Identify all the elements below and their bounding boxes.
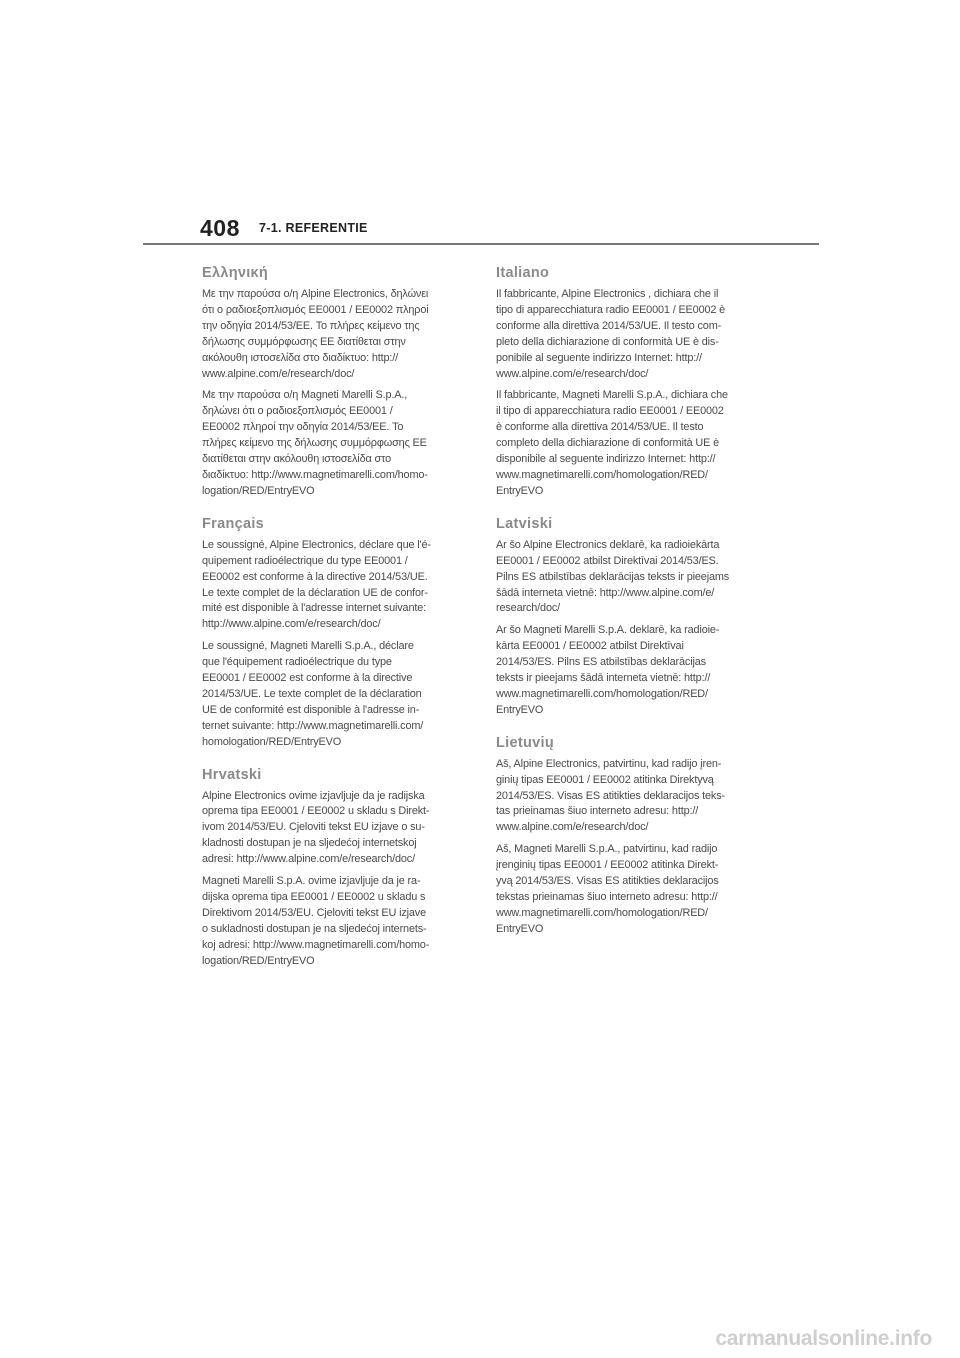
left-column <box>202 265 458 986</box>
header-divider <box>143 243 819 245</box>
page-header <box>0 0 960 250</box>
section-heading: Français <box>202 515 265 532</box>
watermark-text: carmanualsonline.info <box>715 1327 932 1350</box>
paragraph: Aš, Magneti Marelli S.p.A., patvirtinu, kad radijo įrenginių tipas EE0001 / EE0002 atitinka Direkt- yvą 2014/53/ES. Visas ES atitikties deklaracijos tekstas prieinamas šiuo interneto adresu: http:// www.magnetimarelli.com/homologation/RED/ EntryEVO <box>496 843 719 935</box>
section-latvian <box>496 516 752 719</box>
section-heading: Latviski <box>496 515 553 532</box>
paragraph: Ar šo Alpine Electronics deklarē, ka radioiekārta EE0001 / EE0002 atbilst Direktīvai 2014/53/ES. Pilns ES atbilstības deklarācijas teksts ir pieejams šādā interneta vietnē: http://www.alpine.com/e/ research/doc/ <box>496 538 730 615</box>
section-heading: Italiano <box>496 265 550 281</box>
paragraph: Le soussigné, Magneti Marelli S.p.A., déclare que l'équipement radioélectrique du type EE0001 / EE0002 est conforme à la directive 2014/53/UE. Le texte complet de la déclaration UE de conformité est disponible à l'adresse in- ternet suivante: http://www.magnetimarelli.com/ homologation/RED/EntryEVO <box>202 640 424 748</box>
paragraph: Ar šo Magneti Marelli S.p.A. deklarē, ka radioie- kārta EE0001 / EE0002 atbilst Direktīvai 2014/53/ES. Pilns ES atbilstības deklarācijas teksts ir pieejams šādā interneta vietnē: http:// www.magnetimarelli.com/homologation/RED/ EntryEVO <box>496 624 720 716</box>
right-column <box>496 265 752 954</box>
section-heading: Hrvatski <box>202 766 262 783</box>
section-croatian <box>202 767 458 970</box>
page-number: 408 <box>200 215 240 241</box>
paragraph: Il fabbricante, Alpine Electronics , dichiara che il tipo di apparecchiatura radio EE0001 / EE0002 è conforme alla direttiva 2014/53/UE. Il testo com- pleto della dichiarazione di conformità UE è dis- ponibile al seguente indirizzo Internet: http:// www.alpine.com/e/research/doc/ <box>496 288 726 380</box>
section-french <box>202 516 458 751</box>
paragraph: Magneti Marelli S.p.A. ovime izjavljuje da je ra- dijska oprema tipa EE0001 / EE0002 u skladu s Direktivom 2014/53/EU. Cjeloviti tekst EU izjave o sukladnosti dostupan je na sljedećoj internets- koj adresi: http://www.magnetimarelli.com/homo- logation/RED/EntryEVO <box>202 875 430 967</box>
paragraph: Με την παρούσα ο/η Alpine Electronics, δηλώνει ότι ο ραδιοεξοπλισμός EE0001 / EE0002 πληροί την οδηγία 2014/53/EE. Το πλήρες κείμενο της δήλωσης συμμόρφωσης ΕΕ διατίθεται στην ακόλουθη ιστοσελίδα στο διαδίκτυο: http:// www.alpine.com/e/research/doc/ <box>202 288 429 380</box>
section-italian <box>496 265 752 500</box>
section-heading: Ελληνική <box>202 265 269 281</box>
section-greek <box>202 265 458 500</box>
paragraph: Le soussigné, Alpine Electronics, déclare que l'é- quipement radioélectrique du type EE0001 / EE0002 est conforme à la directive 2014/53/UE. Le texte complet de la déclaration UE de confor- mité est disponible à l'adresse internet suivante: http://www.alpine.com/e/research/doc/ <box>202 538 431 631</box>
section-lithuanian <box>496 735 752 938</box>
chapter-title: 7-1. REFERENTIE <box>259 221 368 235</box>
paragraph: Με την παρούσα ο/η Magneti Marelli S.p.A., δηλώνει ότι ο ραδιοεξοπλισμός EE0001 / EE0002 πληροί την οδηγία 2014/53/EE. Το πλήρες κείμενο της δήλωσης συμμόρφωσης ΕΕ διατίθεται στην ακόλουθη ιστοσελίδα στο διαδίκτυο: http://www.magnetimarelli.com/homo- logation/RED/EntryEVO <box>202 389 428 497</box>
paragraph: Aš, Alpine Electronics, patvirtinu, kad radijo įren- ginių tipas EE0001 / EE0002 atitinka Direktyvą 2014/53/ES. Visas ES atitikties deklaracijos teks- tas prieinamas šiuo interneto adresu: http:// www.alpine.com/e/research/doc/ <box>496 757 725 834</box>
paragraph: Il fabbricante, Magneti Marelli S.p.A., dichiara che il tipo di apparecchiatura radio EE0001 / EE0002 è conforme alla direttiva 2014/53/UE. Il testo completo della dichiarazione di conformità UE è disponibile al seguente indirizzo Internet: http:// www.magnetimarelli.com/homologation/RED/ EntryEVO <box>496 389 728 497</box>
paragraph: Alpine Electronics ovime izjavljuje da je radijska oprema tipa EE0001 / EE0002 u skladu s Direkt- ivom 2014/53/EU. Cjeloviti tekst EU izjave o su- kladnosti dostupan je na sljedećoj internetskoj adresi: http://www.alpine.com/e/research/doc/ <box>202 789 430 866</box>
section-heading: Lietuvių <box>496 734 554 751</box>
